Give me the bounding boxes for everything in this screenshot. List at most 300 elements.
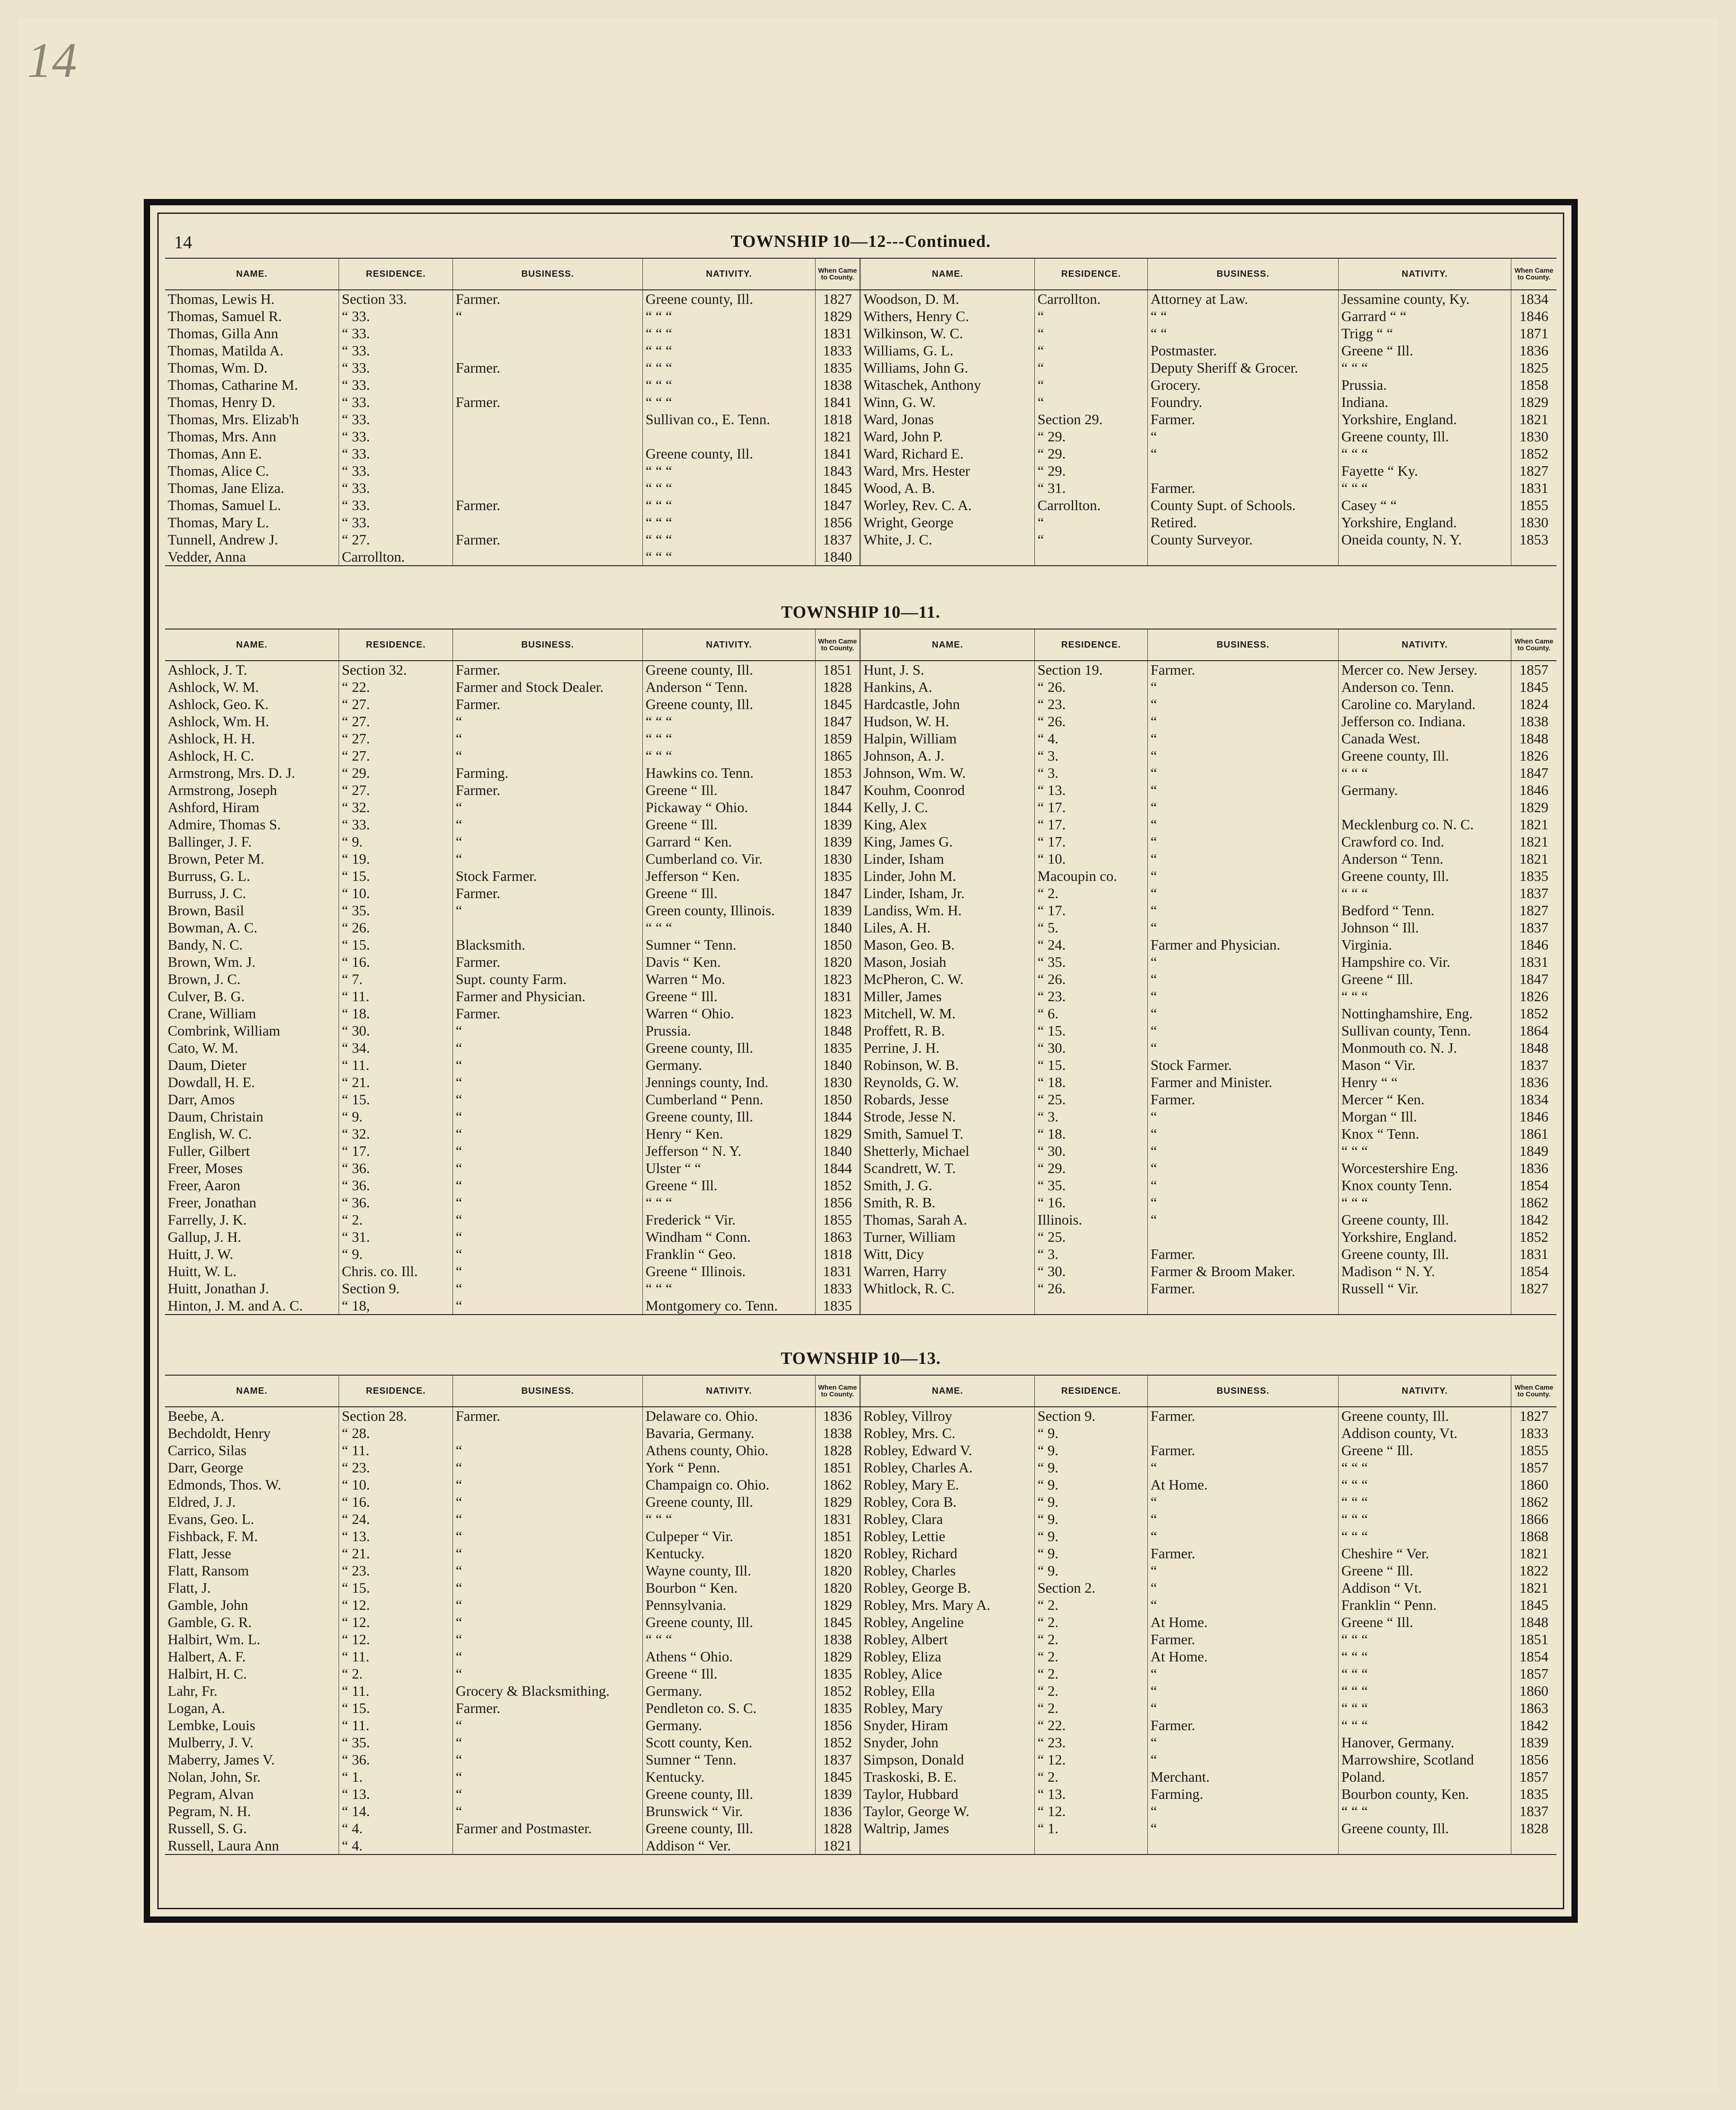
cell-residence: “ 9. — [339, 1108, 453, 1125]
cell-name: Bechdoldt, Henry — [165, 1424, 339, 1442]
cell-year: 1822 — [1519, 1562, 1548, 1579]
cell-residence: “ — [1035, 531, 1148, 548]
header-name: NAME. — [165, 259, 339, 289]
cell-year: 1865 — [816, 747, 861, 764]
header-when: When Came to County. — [1514, 267, 1553, 281]
cell-year: 1856 — [816, 514, 861, 531]
cell-business: “ — [1148, 1665, 1339, 1682]
cell-year: 1847 — [816, 497, 861, 514]
cell-business: “ — [453, 1125, 643, 1142]
cell-business: “ — [1148, 764, 1339, 781]
cell-business: “ — [453, 833, 643, 850]
cell-nativity: Warren “ Ohio. — [643, 1005, 816, 1022]
cell-business: “ — [453, 1280, 643, 1297]
cell-name: Daum, Dieter — [165, 1056, 339, 1074]
cell-name: Russell, S. G. — [165, 1820, 339, 1837]
cell-nativity: Addison county, Vt. — [1339, 1424, 1511, 1442]
cell-nativity: Brunswick “ Vir. — [643, 1802, 816, 1820]
cell-residence: “ 36. — [339, 1159, 453, 1177]
cell-business: “ — [1148, 1528, 1339, 1545]
table-row — [165, 393, 1557, 411]
township-title: TOWNSHIP 10—13. — [780, 1349, 941, 1368]
cell-year: 1849 — [1519, 1143, 1548, 1159]
cell-name: Ashlock, J. T. — [165, 661, 339, 678]
cell-residence: “ 23. — [1035, 1734, 1148, 1751]
cell-business: Merchant. — [1148, 1768, 1339, 1785]
cell-nativity: “ “ “ — [643, 1194, 816, 1211]
table-row — [165, 1459, 1557, 1476]
cell-business: “ — [453, 1177, 643, 1194]
cell-year: 1826 — [1519, 747, 1548, 764]
cell-residence: “ 16. — [339, 953, 453, 970]
cell-year: 1835 — [816, 1297, 861, 1314]
cell-year: 1839 — [816, 1785, 861, 1802]
cell-business: “ — [453, 1613, 643, 1631]
cell-nativity: Greene “ Ill. — [1339, 1613, 1511, 1631]
cell-year: 1838 — [816, 1424, 861, 1442]
cell-year: 1835 — [1519, 868, 1548, 884]
cell-business: Farmer and Physician. — [453, 988, 643, 1005]
cell-year: 1864 — [1519, 1022, 1548, 1039]
cell-name: Johnson, Wm. W. — [861, 764, 1035, 781]
cell-nativity: Morgan “ Ill. — [1339, 1108, 1511, 1125]
township-table — [165, 629, 1557, 1315]
cell-name: Gamble, John — [165, 1596, 339, 1613]
table-row — [165, 678, 1557, 695]
cell-business: “ — [1148, 1579, 1339, 1596]
cell-name: Combrink, William — [165, 1022, 339, 1039]
cell-name: Robley, Clara — [861, 1510, 1035, 1528]
cell-name: Robley, George B. — [861, 1579, 1035, 1596]
cell-name: Robley, Mary E. — [861, 1476, 1035, 1493]
cell-business — [453, 325, 643, 342]
cell-name: Thomas, Alice C. — [165, 462, 339, 479]
cell-name: Hudson, W. H. — [861, 713, 1035, 730]
table-row — [165, 1091, 1557, 1108]
cell-year: 1831 — [816, 325, 861, 342]
table-row — [165, 1228, 1557, 1245]
table-row — [165, 1631, 1557, 1648]
cell-name: Williams, John G. — [861, 359, 1035, 376]
cell-name: Robley, Mary — [861, 1699, 1035, 1717]
cell-nativity: Greene “ Ill. — [643, 816, 816, 833]
cell-year: 1828 — [816, 1820, 861, 1837]
cell-nativity: Greene county, Ill. — [643, 1493, 816, 1510]
cell-nativity: “ “ “ — [1339, 479, 1511, 497]
cell-residence: “ 30. — [1035, 1142, 1148, 1159]
cell-name: Ashlock, Wm. H. — [165, 713, 339, 730]
cell-business — [453, 411, 643, 428]
cell-year: 1860 — [1519, 1476, 1548, 1493]
cell-residence: “ 33. — [339, 308, 453, 325]
cell-name: Daum, Christain — [165, 1108, 339, 1125]
cell-nativity — [1339, 548, 1511, 565]
cell-business: “ — [453, 850, 643, 867]
cell-year: 1842 — [1519, 1717, 1548, 1733]
cell-residence: “ 12. — [339, 1596, 453, 1613]
cell-business: At Home. — [1148, 1476, 1339, 1493]
cell-business — [453, 514, 643, 531]
cell-residence: Section 33. — [339, 290, 453, 308]
cell-residence: “ 28. — [339, 1424, 453, 1442]
cell-residence: “ 31. — [1035, 479, 1148, 497]
cell-year: 1831 — [1519, 954, 1548, 970]
cell-residence: “ 3. — [1035, 1108, 1148, 1125]
table-row — [165, 1734, 1557, 1751]
table-row — [165, 445, 1557, 462]
table-row — [165, 342, 1557, 359]
cell-business: “ — [1148, 1005, 1339, 1022]
cell-residence: “ 7. — [339, 970, 453, 988]
cell-business: “ — [453, 1648, 643, 1665]
cell-name: Robley, Charles — [861, 1562, 1035, 1579]
cell-nativity — [1339, 1297, 1511, 1314]
cell-name: Withers, Henry C. — [861, 308, 1035, 325]
cell-year: 1820 — [816, 1579, 861, 1596]
cell-business: “ — [1148, 1022, 1339, 1039]
cell-name: Kouhm, Coonrod — [861, 781, 1035, 799]
cell-residence: “ 9. — [1035, 1562, 1148, 1579]
header-nativity: NATIVITY. — [1339, 1376, 1511, 1406]
cell-nativity: Kentucky. — [643, 1545, 816, 1562]
cell-year: 1852 — [816, 1177, 861, 1194]
cell-residence: “ 24. — [339, 1510, 453, 1528]
cell-business: Stock Farmer. — [453, 867, 643, 885]
cell-nativity: “ “ “ — [643, 497, 816, 514]
cell-year: 1854 — [1519, 1177, 1548, 1193]
cell-residence: “ 9. — [339, 1245, 453, 1263]
cell-name: Thomas, Catharine M. — [165, 376, 339, 393]
cell-residence: “ 22. — [339, 678, 453, 695]
cell-year: 1839 — [816, 902, 861, 919]
header-residence: RESIDENCE. — [339, 629, 453, 660]
cell-nativity: Henry “ “ — [1339, 1074, 1511, 1091]
cell-residence: “ 17. — [1035, 902, 1148, 919]
cell-name: Robley, Richard — [861, 1545, 1035, 1562]
cell-year: 1829 — [816, 1125, 861, 1142]
cell-residence: Section 9. — [339, 1280, 453, 1297]
cell-name: Armstrong, Joseph — [165, 781, 339, 799]
cell-nativity: Bedford “ Tenn. — [1339, 902, 1511, 919]
cell-nativity: Bavaria, Germany. — [643, 1424, 816, 1442]
header-when: When Came to County. — [1514, 638, 1553, 652]
cell-business: “ — [453, 1631, 643, 1648]
cell-residence: “ 12. — [1035, 1802, 1148, 1820]
header-when: When Came to County. — [816, 1376, 861, 1406]
cell-year: 1852 — [816, 1734, 861, 1751]
table-row — [165, 1493, 1557, 1510]
table-row — [165, 1177, 1557, 1194]
cell-business: “ — [1148, 885, 1339, 902]
cell-nativity: “ “ “ — [643, 342, 816, 359]
cell-name: Halbert, A. F. — [165, 1648, 339, 1665]
cell-name: Scandrett, W. T. — [861, 1159, 1035, 1177]
cell-business: “ — [1148, 988, 1339, 1005]
cell-residence: “ 11. — [339, 1682, 453, 1699]
cell-residence: “ 24. — [1035, 936, 1148, 953]
cell-residence: Section 2. — [1035, 1579, 1148, 1596]
cell-name: Perrine, J. H. — [861, 1039, 1035, 1056]
cell-nativity: Culpeper “ Vir. — [643, 1528, 816, 1545]
cell-year: 1851 — [816, 1459, 861, 1476]
cell-name: Pegram, N. H. — [165, 1802, 339, 1820]
cell-nativity: Cumberland “ Penn. — [643, 1091, 816, 1108]
page-number: 14 — [174, 232, 192, 252]
cell-year: 1859 — [816, 730, 861, 747]
cell-residence: “ 2. — [1035, 1613, 1148, 1631]
cell-year — [1511, 548, 1557, 565]
cell-nativity: Johnson “ Ill. — [1339, 919, 1511, 936]
cell-year: 1852 — [816, 1682, 861, 1699]
cell-business: “ — [1148, 1177, 1339, 1194]
cell-name: Beebe, A. — [165, 1407, 339, 1424]
cell-residence: “ — [1035, 342, 1148, 359]
cell-residence: “ 23. — [1035, 695, 1148, 713]
cell-name: Maberry, James V. — [165, 1751, 339, 1768]
table-row — [165, 462, 1557, 479]
cell-residence: “ 11. — [339, 1717, 453, 1734]
cell-nativity: Germany. — [643, 1056, 816, 1074]
header-business: BUSINESS. — [453, 629, 643, 660]
cell-residence: “ 1. — [339, 1768, 453, 1785]
table-row — [165, 1562, 1557, 1579]
cell-name: Thomas, Samuel R. — [165, 308, 339, 325]
cell-business: “ — [1148, 1125, 1339, 1142]
cell-name: Robley, Alice — [861, 1665, 1035, 1682]
cell-residence: “ 34. — [339, 1039, 453, 1056]
cell-residence: “ 33. — [339, 342, 453, 359]
cell-residence: “ 2. — [1035, 1631, 1148, 1648]
cell-residence: “ 26. — [1035, 678, 1148, 695]
cell-nativity: Scott county, Ken. — [643, 1734, 816, 1751]
table-row — [165, 730, 1557, 747]
cell-year: 1844 — [816, 1159, 861, 1177]
cell-nativity — [643, 428, 816, 445]
cell-year: 1829 — [816, 308, 861, 325]
cell-year: 1843 — [816, 462, 861, 479]
cell-business: “ — [1148, 816, 1339, 833]
cell-name: Ashlock, Geo. K. — [165, 695, 339, 713]
cell-name: Bandy, N. C. — [165, 936, 339, 953]
cell-nativity: Henry “ Ken. — [643, 1125, 816, 1142]
header-business: BUSINESS. — [453, 1376, 643, 1406]
cell-year: 1851 — [816, 661, 861, 678]
cell-business: Foundry. — [1148, 393, 1339, 411]
cell-nativity: Sumner “ Tenn. — [643, 936, 816, 953]
cell-business — [453, 919, 643, 936]
table-row — [165, 308, 1557, 325]
cell-nativity: “ “ “ — [643, 548, 816, 565]
cell-business: “ — [1148, 970, 1339, 988]
township-title: TOWNSHIP 10—11. — [781, 603, 941, 622]
cell-business: Postmaster. — [1148, 342, 1339, 359]
cell-residence: “ 2. — [1035, 1699, 1148, 1717]
cell-name: Turner, William — [861, 1228, 1035, 1245]
cell-year: 1854 — [1519, 1263, 1548, 1279]
cell-residence: “ 11. — [339, 1442, 453, 1459]
cell-residence: “ 16. — [339, 1493, 453, 1510]
cell-business: “ — [1148, 1820, 1339, 1837]
cell-business: At Home. — [1148, 1648, 1339, 1665]
cell-business: “ — [453, 1802, 643, 1820]
cell-residence: “ 6. — [1035, 1005, 1148, 1022]
cell-residence: “ 2. — [1035, 1682, 1148, 1699]
cell-business: Grocery & Blacksmithing. — [453, 1682, 643, 1699]
cell-nativity: Cumberland co. Vir. — [643, 850, 816, 867]
cell-business: County Supt. of Schools. — [1148, 497, 1339, 514]
cell-residence: “ 32. — [339, 1125, 453, 1142]
cell-name: Flatt, Ransom — [165, 1562, 339, 1579]
cell-name: Crane, William — [165, 1005, 339, 1022]
cell-nativity: “ “ “ — [1339, 1194, 1511, 1211]
cell-residence: “ 15. — [1035, 1056, 1148, 1074]
cell-business: Blacksmith. — [453, 936, 643, 953]
table-row — [165, 850, 1557, 867]
cell-business: “ — [1148, 833, 1339, 850]
cell-residence: Illinois. — [1035, 1211, 1148, 1228]
cell-name: Thomas, Wm. D. — [165, 359, 339, 376]
cell-business: “ — [1148, 1159, 1339, 1177]
cell-business: “ — [453, 1442, 643, 1459]
cell-name: Thomas, Mary L. — [165, 514, 339, 531]
cell-year: 1848 — [816, 1022, 861, 1039]
cell-residence: “ — [1035, 359, 1148, 376]
cell-residence — [1035, 548, 1148, 565]
cell-nativity: Cheshire “ Ver. — [1339, 1545, 1511, 1562]
header-business: BUSINESS. — [1148, 1376, 1339, 1406]
cell-business — [1148, 1837, 1339, 1854]
cell-year: 1835 — [816, 1039, 861, 1056]
table-row — [165, 1837, 1557, 1854]
cell-nativity: Bourbon county, Ken. — [1339, 1785, 1511, 1802]
cell-name: Shetterly, Michael — [861, 1142, 1035, 1159]
cell-year: 1827 — [1519, 902, 1548, 918]
cell-year: 1831 — [816, 1263, 861, 1280]
table-row — [165, 1056, 1557, 1074]
cell-name: Pegram, Alvan — [165, 1785, 339, 1802]
cell-nativity: Prussia. — [643, 1022, 816, 1039]
cell-nativity: “ “ “ — [1339, 1648, 1511, 1665]
cell-nativity: “ “ “ — [643, 462, 816, 479]
cell-business: “ — [1148, 1596, 1339, 1613]
cell-nativity: Greene “ Ill. — [643, 1665, 816, 1682]
cell-residence: “ 33. — [339, 393, 453, 411]
header-residence: RESIDENCE. — [1035, 259, 1148, 289]
cell-residence: “ 27. — [339, 781, 453, 799]
cell-business: Farmer. — [1148, 1280, 1339, 1297]
cell-nativity — [1339, 799, 1511, 816]
cell-residence: “ 10. — [339, 885, 453, 902]
cell-name: Flatt, Jesse — [165, 1545, 339, 1562]
cell-year: 1821 — [1519, 816, 1548, 833]
cell-name: King, James G. — [861, 833, 1035, 850]
cell-residence: “ 13. — [339, 1528, 453, 1545]
cell-nativity: Greene county, Ill. — [1339, 747, 1511, 764]
cell-name: Evans, Geo. L. — [165, 1510, 339, 1528]
table-row — [165, 1194, 1557, 1211]
cell-year: 1840 — [816, 1142, 861, 1159]
cell-business: “ — [1148, 799, 1339, 816]
cell-residence: “ 29. — [1035, 1159, 1148, 1177]
cell-year: 1830 — [816, 850, 861, 867]
cell-nativity: “ “ “ — [643, 730, 816, 747]
cell-business — [1148, 1297, 1339, 1314]
cell-name: Robley, Lettie — [861, 1528, 1035, 1545]
cell-year: 1835 — [816, 867, 861, 885]
table-row — [165, 902, 1557, 919]
cell-residence: Carrollton. — [1035, 290, 1148, 308]
cell-year: 1828 — [1519, 1820, 1548, 1836]
table-row — [165, 1768, 1557, 1785]
cell-name: Darr, Amos — [165, 1091, 339, 1108]
cell-nativity: Mason “ Vir. — [1339, 1056, 1511, 1074]
header-business: BUSINESS. — [453, 259, 643, 289]
cell-year: 1821 — [816, 428, 861, 445]
table-row — [165, 1039, 1557, 1056]
cell-year: 1847 — [1519, 765, 1548, 781]
cell-nativity: Russell “ Vir. — [1339, 1280, 1511, 1297]
cell-year: 1842 — [1519, 1211, 1548, 1228]
cell-business: “ — [1148, 1211, 1339, 1228]
cell-residence: “ 33. — [339, 428, 453, 445]
table-row — [165, 1648, 1557, 1665]
cell-year: 1841 — [816, 445, 861, 462]
cell-name: Whitlock, R. C. — [861, 1280, 1035, 1297]
cell-nativity: Greene “ Ill. — [1339, 1442, 1511, 1459]
header-residence: RESIDENCE. — [339, 259, 453, 289]
cell-nativity: Caroline co. Maryland. — [1339, 695, 1511, 713]
cell-nativity: “ “ “ — [1339, 445, 1511, 462]
cell-nativity: “ “ “ — [1339, 1459, 1511, 1476]
cell-year: 1835 — [816, 1699, 861, 1717]
cell-residence: “ — [1035, 393, 1148, 411]
table-row — [165, 988, 1557, 1005]
cell-year: 1847 — [816, 781, 861, 799]
cell-nativity: Poland. — [1339, 1768, 1511, 1785]
cell-residence: “ 21. — [339, 1074, 453, 1091]
cell-year: 1831 — [1519, 480, 1548, 496]
cell-residence: “ 35. — [1035, 953, 1148, 970]
cell-business: Farmer. — [453, 1699, 643, 1717]
cell-nativity: Montgomery co. Tenn. — [643, 1297, 816, 1314]
cell-nativity: “ “ “ — [1339, 1510, 1511, 1528]
cell-residence: “ 33. — [339, 462, 453, 479]
cell-name: Winn, G. W. — [861, 393, 1035, 411]
cell-name: Huitt, W. L. — [165, 1263, 339, 1280]
cell-business: “ — [453, 1493, 643, 1510]
cell-nativity: Warren “ Mo. — [643, 970, 816, 988]
table-header — [165, 629, 1557, 661]
cell-business: “ — [1148, 1194, 1339, 1211]
table-row — [165, 764, 1557, 781]
cell-residence: “ 11. — [339, 1648, 453, 1665]
cell-nativity: “ “ “ — [1339, 1631, 1511, 1648]
cell-business: “ — [453, 902, 643, 919]
table-row — [165, 1211, 1557, 1228]
cell-year: 1856 — [816, 1194, 861, 1211]
cell-business: “ “ — [1148, 308, 1339, 325]
cell-residence: “ 27. — [339, 695, 453, 713]
header-when: When Came to County. — [816, 629, 861, 660]
cell-residence: “ 9. — [1035, 1528, 1148, 1545]
cell-business: “ — [453, 1562, 643, 1579]
cell-residence: “ 13. — [339, 1785, 453, 1802]
cell-residence: “ 36. — [339, 1751, 453, 1768]
cell-name: Williams, G. L. — [861, 342, 1035, 359]
cell-residence: “ 33. — [339, 411, 453, 428]
cell-name: Robley, Charles A. — [861, 1459, 1035, 1476]
cell-nativity: Jefferson “ N. Y. — [643, 1142, 816, 1159]
